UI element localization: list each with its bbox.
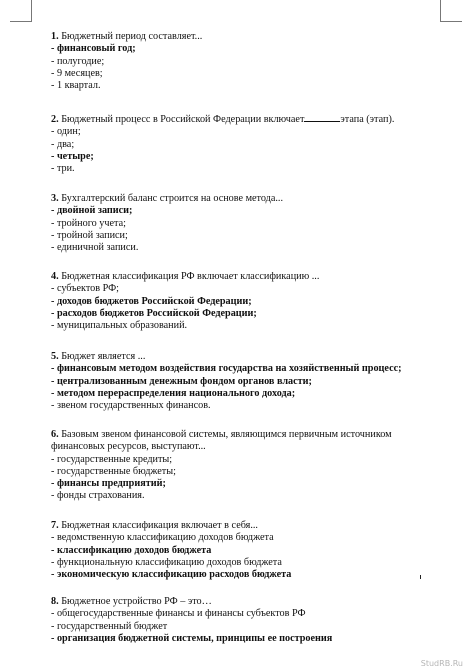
answer-option: - тройного учета;: [51, 217, 126, 229]
crop-mark-left-horizontal: [10, 21, 32, 22]
answer-option: - тройной записи;: [51, 229, 128, 241]
answer-option: - экономическую классификацию расходов бюджета: [51, 569, 292, 581]
question-number: 8.: [51, 596, 59, 607]
question-7: [51, 520, 451, 581]
question-title: [51, 112, 451, 126]
answer-option: - расходов бюджетов Российской Федерации;: [51, 307, 257, 319]
answer-option: - классификацию доходов бюджета: [51, 544, 212, 556]
question-number: 2.: [51, 114, 59, 125]
crop-mark-right-vertical: [440, 0, 441, 21]
answer-option: - общегосударственные финансы и финансы субъектов РФ: [51, 608, 306, 620]
answer-option: - ведомственную классификацию доходов бюджета: [51, 532, 274, 544]
answer-option: - централизованным денежным фондом органов власти;: [51, 375, 312, 387]
question-number: 4.: [51, 271, 59, 282]
answer-option: - государственные бюджеты;: [51, 465, 176, 477]
question-text-before: Бюджетный процесс в Российской Федерации включает: [61, 114, 305, 125]
question-5: [51, 351, 451, 412]
answer-option: - двойной записи;: [51, 205, 133, 217]
crop-mark-left-vertical: [31, 0, 32, 21]
question-number: 3.: [51, 193, 59, 204]
print-artifact: [420, 575, 421, 579]
question-title: [51, 596, 451, 608]
answer-option: - полугодие;: [51, 55, 105, 67]
question-title: [51, 351, 451, 363]
question-text: Бюджетная классификация РФ включает классификацию ...: [61, 271, 320, 282]
answer-option: - 9 месяцев;: [51, 67, 103, 79]
answer-option: - единичной записи.: [51, 242, 139, 254]
question-8: [51, 596, 451, 645]
answer-option: - государственный бюджет: [51, 620, 168, 632]
question-6: [51, 429, 451, 503]
question-number: 5.: [51, 351, 59, 362]
question-text: Бюджетный период составляет...: [61, 31, 203, 42]
answer-option: - звеном государственных финансов.: [51, 400, 211, 412]
answer-option: - три.: [51, 163, 75, 175]
question-text: Бухгалтерский баланс строится на основе метода...: [61, 193, 284, 204]
question-title: [51, 193, 451, 205]
question-title: [51, 271, 451, 283]
question-text-after: этапа (этап).: [340, 114, 395, 125]
answer-option: - муниципальных образований.: [51, 320, 188, 332]
answer-option: - один;: [51, 126, 81, 138]
answer-option: - доходов бюджетов Российской Федерации;: [51, 295, 252, 307]
question-number: 6.: [51, 429, 59, 440]
question-title: [51, 520, 451, 532]
question-1: [51, 31, 451, 92]
answer-option: - четыре;: [51, 150, 94, 162]
answer-blank: [304, 112, 340, 122]
answer-option: - субъектов РФ;: [51, 283, 119, 295]
answer-option: - методом перераспределения национального дохода;: [51, 387, 296, 399]
answer-option: - организация бюджетной системы, принципы ее построения: [51, 632, 333, 644]
site-watermark: StudRB.Ru: [420, 659, 463, 668]
question-text: Бюджетная классификация включает в себя...: [61, 520, 258, 531]
answer-option: - два;: [51, 138, 75, 150]
question-4: [51, 271, 451, 332]
answer-option: - финансовый год;: [51, 43, 136, 55]
answer-option: - государственные кредиты;: [51, 453, 173, 465]
question-number: 7.: [51, 520, 59, 531]
question-text: Бюджет является ...: [61, 351, 146, 362]
answer-option: - финансовым методом воздействия государства на хозяйственный процесс;: [51, 363, 402, 375]
answer-option: - 1 квартал.: [51, 80, 101, 92]
question-3: [51, 193, 451, 254]
question-title: [51, 429, 446, 454]
answer-option: - финансы предприятий;: [51, 478, 166, 490]
answer-option: - фонды страхования.: [51, 490, 145, 502]
crop-mark-right-horizontal: [440, 21, 462, 22]
question-text: Бюджетное устройство РФ – это…: [61, 596, 212, 607]
question-number: 1.: [51, 31, 59, 42]
answer-option: - функциональную классификацию доходов бюджета: [51, 556, 282, 568]
question-2: [51, 112, 451, 175]
question-text: Базовым звеном финансовой системы, являющимся первичным источником финансовых ресурсов, выступают...: [51, 429, 392, 453]
question-title: [51, 31, 451, 43]
